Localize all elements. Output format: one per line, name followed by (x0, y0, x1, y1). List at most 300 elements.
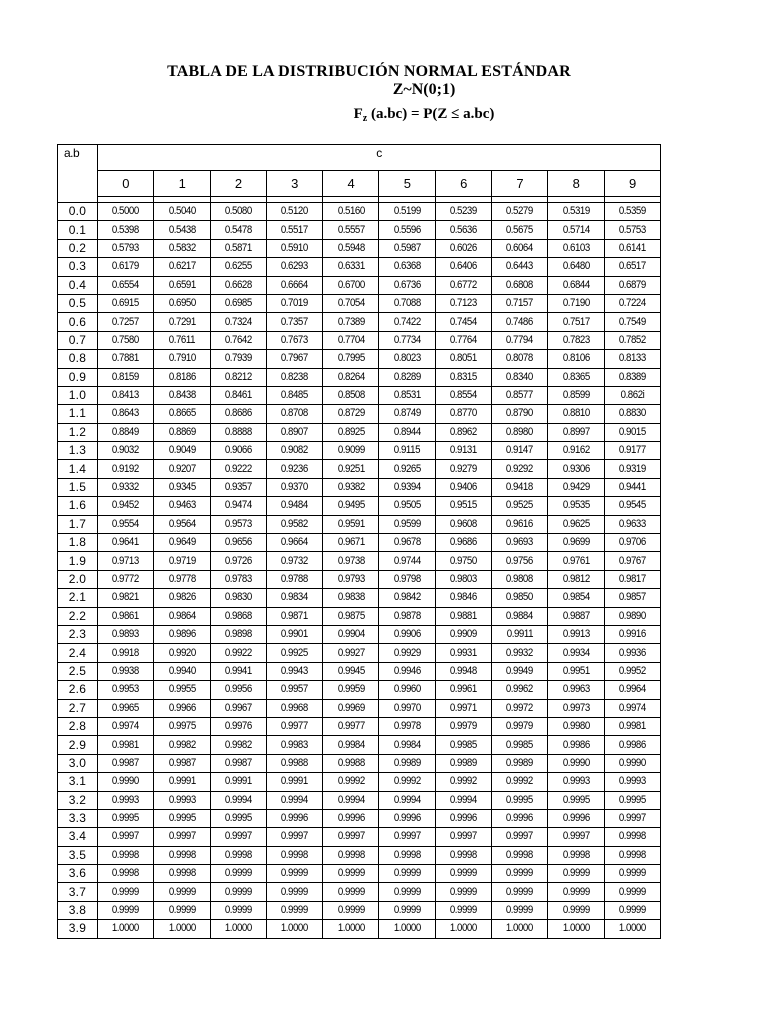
probability-cell (435, 625, 491, 643)
probability-cell (548, 883, 604, 901)
table-row (58, 294, 661, 312)
probability-cell (266, 368, 322, 386)
probability-value: 0.8315 (449, 370, 477, 383)
probability-value: 0.9857 (618, 591, 646, 604)
probability-cell (98, 294, 154, 312)
probability-cell (435, 865, 491, 883)
probability-cell (266, 203, 322, 221)
probability-cell (492, 589, 548, 607)
probability-value: 0.9989 (506, 756, 534, 769)
probability-value: 0.9941 (224, 664, 252, 677)
column-header: 6 (435, 171, 491, 197)
probability-value: 0.9599 (393, 517, 421, 530)
probability-cell (604, 478, 660, 496)
probability-value: 0.7324 (224, 315, 252, 328)
probability-value: 0.9996 (506, 812, 534, 825)
probability-value: 0.9999 (506, 885, 534, 898)
probability-value: 0.9999 (393, 904, 421, 917)
probability-cell (435, 405, 491, 423)
probability-value: 0.9884 (506, 609, 534, 622)
probability-value: 0.9066 (224, 444, 252, 457)
probability-cell (379, 681, 435, 699)
probability-value: 0.9015 (618, 425, 646, 438)
probability-cell (492, 625, 548, 643)
probability-value: 0.7422 (393, 315, 421, 328)
probability-cell (379, 625, 435, 643)
row-label: 2.4 (58, 644, 98, 662)
probability-value: 0.7852 (618, 333, 646, 346)
probability-cell (492, 405, 548, 423)
probability-value: 0.9115 (394, 444, 421, 457)
probability-cell (604, 791, 660, 809)
probability-value: 0.9756 (506, 554, 534, 567)
probability-cell (435, 589, 491, 607)
probability-cell (210, 681, 266, 699)
probability-value: 0.9911 (506, 628, 533, 641)
probability-value: 0.9998 (168, 848, 196, 861)
probability-cell (548, 497, 604, 515)
probability-value: 0.9963 (562, 683, 590, 696)
probability-cell (435, 442, 491, 460)
probability-cell (379, 883, 435, 901)
probability-value: 0.9991 (168, 775, 196, 788)
probability-value: 0.9989 (449, 756, 477, 769)
probability-cell (210, 497, 266, 515)
probability-cell (379, 552, 435, 570)
probability-cell (210, 258, 266, 276)
probability-value: 0.8849 (112, 425, 140, 438)
probability-value: 0.8770 (449, 407, 477, 420)
probability-cell (266, 754, 322, 772)
probability-value: 0.9236 (281, 462, 309, 475)
probability-value: 0.9967 (224, 701, 252, 714)
row-label: 3.5 (58, 846, 98, 864)
probability-cell (154, 478, 210, 496)
column-header: 0 (98, 171, 154, 197)
probability-cell (266, 460, 322, 478)
row-label: 1.5 (58, 478, 98, 496)
probability-cell (98, 423, 154, 441)
probability-cell (379, 828, 435, 846)
probability-cell (98, 478, 154, 496)
probability-cell (266, 570, 322, 588)
probability-value: 0.9997 (562, 830, 590, 843)
probability-cell (435, 423, 491, 441)
table-row (58, 442, 661, 460)
probability-cell (492, 368, 548, 386)
probability-cell (266, 331, 322, 349)
probability-cell (154, 258, 210, 276)
probability-value: 0.9955 (168, 683, 196, 696)
probability-value: 0.9943 (281, 664, 309, 677)
probability-cell (379, 221, 435, 239)
row-label: 3.2 (58, 791, 98, 809)
probability-cell (604, 331, 660, 349)
row-label: 1.2 (58, 423, 98, 441)
probability-value: 0.9922 (224, 646, 252, 659)
row-label: 3.6 (58, 865, 98, 883)
probability-value: 0.9887 (562, 609, 590, 622)
probability-cell (492, 773, 548, 791)
probability-value: 0.7611 (168, 333, 196, 346)
probability-value: 0.9999 (506, 904, 534, 917)
probability-cell (548, 681, 604, 699)
probability-cell (154, 423, 210, 441)
probability-cell (379, 203, 435, 221)
probability-cell (266, 828, 322, 846)
probability-cell (435, 570, 491, 588)
probability-value: 0.9656 (224, 536, 252, 549)
probability-cell (604, 625, 660, 643)
probability-value: 0.9798 (393, 573, 421, 585)
probability-value: 0.5199 (393, 205, 421, 218)
probability-cell (379, 405, 435, 423)
probability-value: 0.7704 (337, 333, 365, 346)
probability-value: 0.5675 (506, 223, 534, 236)
probability-cell (98, 386, 154, 404)
probability-value: 0.9997 (168, 830, 196, 843)
probability-value: 0.9992 (393, 775, 421, 788)
probability-cell (98, 313, 154, 331)
probability-cell (210, 644, 266, 662)
probability-cell (154, 791, 210, 809)
probability-value: 0.9251 (337, 462, 365, 475)
probability-value: 0.9292 (506, 462, 534, 475)
probability-value: 0.9945 (337, 664, 365, 677)
probability-cell (323, 883, 379, 901)
probability-value: 0.5160 (337, 205, 365, 218)
probability-cell (492, 350, 548, 368)
probability-cell (154, 644, 210, 662)
probability-value: 0.9999 (562, 867, 590, 880)
table-row (58, 865, 661, 883)
probability-cell (379, 423, 435, 441)
table-body (58, 145, 661, 939)
probability-cell (323, 497, 379, 515)
probability-value: 0.9995 (112, 812, 140, 825)
probability-value: 0.8980 (506, 425, 534, 438)
probability-value: 0.9370 (281, 481, 309, 494)
probability-value: 0.8686 (224, 407, 252, 420)
probability-value: 0.5832 (168, 241, 196, 254)
probability-cell (379, 478, 435, 496)
probability-value: 0.9854 (562, 591, 590, 604)
row-label: 2.1 (58, 589, 98, 607)
probability-cell (492, 239, 548, 257)
probability-value: 0.9999 (281, 867, 309, 880)
probability-value: 0.9616 (506, 517, 534, 530)
probability-value: 1.0000 (168, 922, 196, 935)
row-label: 2.5 (58, 662, 98, 680)
probability-value: 0.9994 (393, 793, 421, 806)
probability-cell (154, 773, 210, 791)
probability-value: 0.9971 (449, 701, 477, 714)
probability-cell (266, 239, 322, 257)
probability-value: 0.7910 (168, 352, 196, 365)
probability-value: 0.9995 (506, 793, 534, 806)
probability-cell (435, 754, 491, 772)
row-label: 2.0 (58, 570, 98, 588)
table-row (58, 497, 661, 515)
probability-cell (379, 644, 435, 662)
probability-value: 0.9989 (393, 756, 421, 769)
probability-value: 0.8869 (168, 425, 196, 438)
probability-cell (98, 221, 154, 239)
probability-cell (548, 662, 604, 680)
probability-cell (492, 478, 548, 496)
probability-cell (379, 662, 435, 680)
probability-value: 0.9994 (337, 793, 365, 806)
probability-cell (323, 368, 379, 386)
probability-value: 0.8665 (168, 407, 196, 420)
probability-value: 0.8907 (281, 425, 309, 438)
row-label: 2.7 (58, 699, 98, 717)
probability-cell (98, 607, 154, 625)
row-label: 1.0 (58, 386, 98, 404)
probability-value: 0.9949 (506, 664, 534, 677)
probability-cell (210, 736, 266, 754)
probability-cell (154, 221, 210, 239)
probability-cell (98, 681, 154, 699)
probability-cell (210, 828, 266, 846)
probability-value: 0.5478 (224, 223, 252, 236)
probability-value: 0.7054 (337, 297, 365, 310)
probability-cell (154, 203, 210, 221)
probability-cell (492, 901, 548, 919)
probability-cell (604, 534, 660, 552)
distribution-notation: Z~N(0;1) (392, 81, 456, 98)
probability-value: 0.6179 (112, 260, 140, 273)
probability-value: 0.5120 (281, 205, 309, 218)
probability-cell (548, 386, 604, 404)
probability-value: 0.9868 (224, 609, 252, 622)
probability-value: 0.9938 (112, 664, 140, 677)
probability-value: 0.7642 (224, 333, 252, 346)
probability-value: 0.9788 (281, 573, 309, 585)
probability-value: 0.9946 (393, 664, 421, 677)
probability-value: 0.9990 (112, 775, 140, 788)
corner-label: a.b (58, 145, 98, 203)
probability-value: 0.9049 (168, 444, 196, 457)
probability-cell (379, 589, 435, 607)
probability-cell (604, 423, 660, 441)
probability-value: 0.8577 (506, 389, 534, 402)
probability-value: 0.8790 (506, 407, 534, 420)
probability-cell (435, 368, 491, 386)
probability-cell (266, 809, 322, 827)
probability-cell (435, 828, 491, 846)
probability-value: 0.5987 (393, 241, 421, 254)
probability-cell (379, 515, 435, 533)
probability-value: 0.9222 (224, 462, 252, 475)
probability-cell (379, 386, 435, 404)
column-header: 7 (492, 171, 548, 197)
probability-value: 0.9995 (168, 812, 196, 825)
table-row (58, 478, 661, 496)
probability-value: 0.8340 (506, 370, 534, 383)
probability-cell (323, 901, 379, 919)
probability-cell (548, 258, 604, 276)
probability-value: 0.5714 (562, 223, 590, 236)
probability-cell (435, 386, 491, 404)
table-row (58, 681, 661, 699)
probability-value: 0.9803 (449, 573, 477, 585)
probability-cell (492, 276, 548, 294)
probability-cell (435, 478, 491, 496)
probability-cell (98, 883, 154, 901)
probability-cell (210, 662, 266, 680)
probability-value: 0.9633 (618, 517, 646, 530)
probability-cell (210, 294, 266, 312)
probability-cell (266, 478, 322, 496)
row-label: 0.5 (58, 294, 98, 312)
row-label: 3.3 (58, 809, 98, 827)
probability-cell (548, 423, 604, 441)
table-row (58, 920, 661, 938)
probability-value: 0.9898 (224, 628, 252, 641)
probability-value: 0.9830 (224, 591, 252, 604)
probability-cell (548, 828, 604, 846)
probability-value: 0.9591 (337, 517, 365, 530)
probability-cell (548, 313, 604, 331)
probability-cell (492, 442, 548, 460)
probability-cell (323, 203, 379, 221)
probability-cell (266, 773, 322, 791)
probability-cell (379, 294, 435, 312)
probability-cell (604, 846, 660, 864)
probability-cell (266, 625, 322, 643)
probability-value: 0.9952 (618, 664, 646, 677)
probability-cell (210, 515, 266, 533)
probability-value: 0.9495 (337, 499, 365, 512)
probability-value: 0.9441 (618, 481, 646, 494)
table-row (58, 423, 661, 441)
probability-cell (98, 368, 154, 386)
probability-cell (323, 662, 379, 680)
probability-cell (548, 221, 604, 239)
probability-cell (604, 442, 660, 460)
probability-cell (323, 276, 379, 294)
probability-cell (435, 791, 491, 809)
probability-value: 0.9406 (449, 481, 477, 494)
probability-value: 0.7454 (449, 315, 477, 328)
probability-value: 0.9319 (618, 462, 646, 475)
probability-value: 0.5040 (168, 205, 196, 218)
probability-value: 0.9744 (393, 554, 421, 567)
probability-value: 0.9984 (393, 738, 421, 751)
probability-cell (210, 625, 266, 643)
probability-value: 0.9850 (506, 591, 534, 604)
probability-value: 0.9964 (618, 683, 646, 696)
probability-cell (210, 607, 266, 625)
probability-value: 0.9998 (112, 867, 140, 880)
row-label: 0.1 (58, 221, 98, 239)
probability-cell (548, 625, 604, 643)
probability-cell (98, 699, 154, 717)
probability-cell (323, 552, 379, 570)
probability-value: 0.9987 (224, 756, 252, 769)
probability-value: 0.9999 (393, 867, 421, 880)
probability-value: 0.9418 (506, 481, 534, 494)
probability-cell (154, 828, 210, 846)
probability-cell (210, 350, 266, 368)
table-row (58, 773, 661, 791)
probability-cell (548, 717, 604, 735)
probability-value: 0.9474 (224, 499, 252, 512)
probability-cell (266, 534, 322, 552)
probability-cell (492, 607, 548, 625)
probability-cell (154, 405, 210, 423)
table-row (58, 699, 661, 717)
probability-value: 0.8554 (449, 389, 477, 402)
probability-cell (435, 552, 491, 570)
probability-value: 0.9927 (337, 646, 365, 659)
row-label: 0.8 (58, 350, 98, 368)
probability-value: 0.8708 (281, 407, 309, 420)
probability-cell (210, 276, 266, 294)
probability-cell (154, 239, 210, 257)
probability-value: 0.7549 (618, 315, 646, 328)
probability-value: 0.9925 (281, 646, 309, 659)
probability-cell (154, 350, 210, 368)
probability-cell (548, 736, 604, 754)
probability-value: 0.9997 (506, 830, 534, 843)
formula-subscript: z (362, 113, 368, 124)
probability-cell (323, 258, 379, 276)
probability-value: 0.9719 (168, 554, 196, 567)
probability-value: 0.6700 (337, 278, 365, 291)
probability-cell (323, 846, 379, 864)
group-label: c (98, 145, 661, 171)
table-row (58, 809, 661, 827)
probability-value: 0.9993 (112, 793, 140, 806)
probability-value: 0.9957 (281, 683, 309, 696)
probability-cell (154, 901, 210, 919)
probability-value: 0.5793 (112, 241, 140, 254)
probability-value: 0.9767 (618, 554, 646, 567)
probability-value: 0.9992 (506, 775, 534, 788)
row-label: 3.1 (58, 773, 98, 791)
probability-value: 0.9981 (112, 738, 140, 751)
probability-value: 0.9970 (393, 701, 421, 714)
probability-cell (154, 920, 210, 938)
probability-cell (210, 791, 266, 809)
table-row (58, 258, 661, 276)
probability-cell (210, 405, 266, 423)
probability-cell (492, 846, 548, 864)
cdf-formula (40, 106, 768, 124)
probability-cell (379, 754, 435, 772)
probability-value: 0.9999 (224, 885, 252, 898)
probability-cell (604, 901, 660, 919)
probability-cell (323, 478, 379, 496)
table-row (58, 460, 661, 478)
probability-value: 0.9999 (337, 885, 365, 898)
probability-cell (604, 920, 660, 938)
probability-value: 0.9994 (281, 793, 309, 806)
probability-value: 0.8238 (281, 370, 309, 383)
probability-cell (154, 368, 210, 386)
table-row (58, 570, 661, 588)
table-row (58, 350, 661, 368)
probability-value: 0.9904 (337, 628, 365, 641)
probability-cell (266, 497, 322, 515)
probability-cell (435, 607, 491, 625)
probability-value: 0.9999 (337, 904, 365, 917)
table-row (58, 662, 661, 680)
table-row (58, 883, 661, 901)
probability-value: 0.7764 (449, 333, 477, 346)
